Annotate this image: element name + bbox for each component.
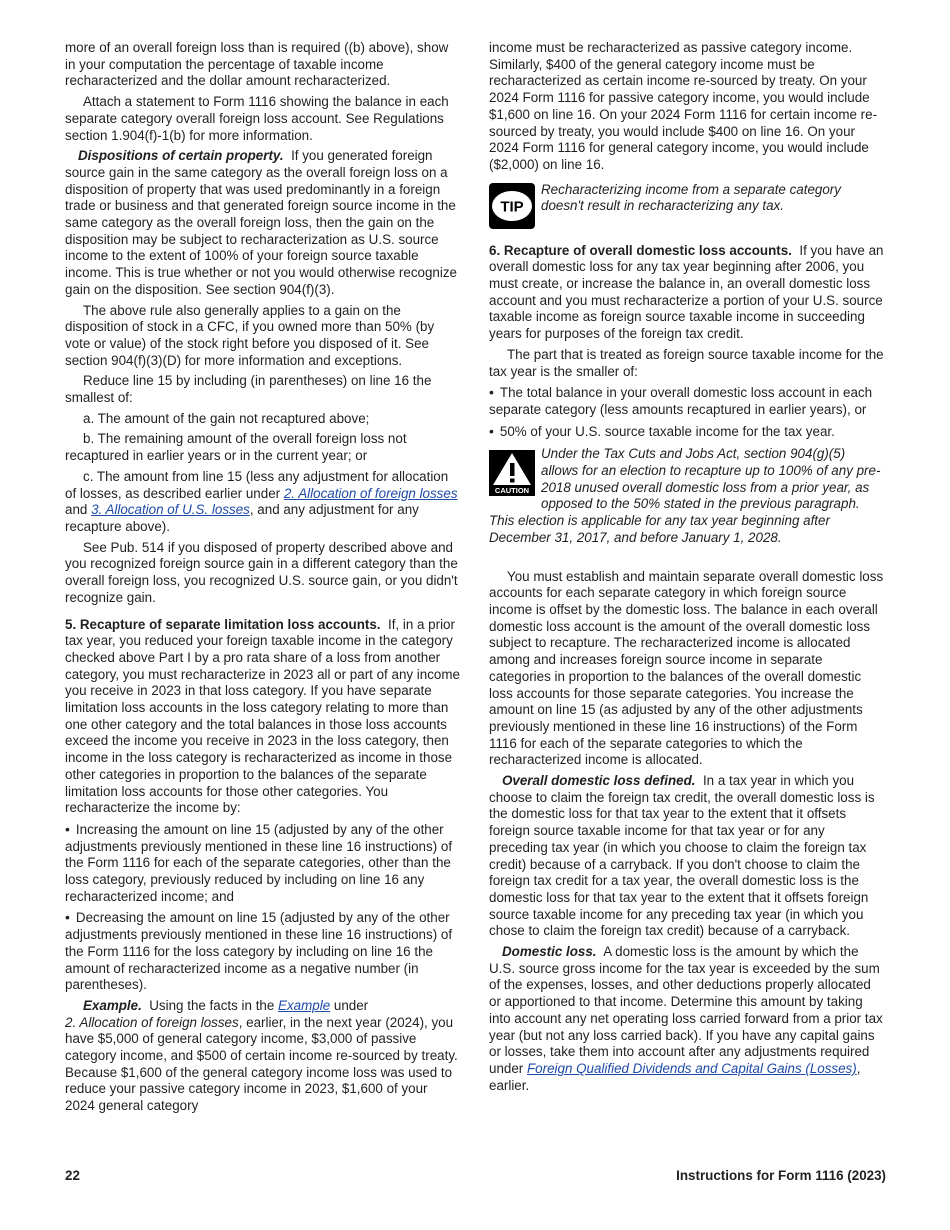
- section-5: [65, 617, 461, 817]
- right-column: [489, 40, 886, 1098]
- item-c-text: c. The amount from line 15 (less any adjustment for allocation of losses, as described earlier under: [65, 468, 449, 501]
- example-ref: 2. Allocation of foreign losses: [65, 1014, 239, 1030]
- example-text: Using the facts in the: [149, 997, 275, 1013]
- bullet-text: Increasing the amount on line 15 (adjusted by any of the other adjustments previously mentioned in these line 16 instructions) of the Form 1116 for each of the separate categories, other than the loss category, previously reduced by including on line 16 any recharacterized income; and: [65, 821, 453, 904]
- paragraph: Attach a statement to Form 1116 showing the balance in each separate category overall foreign loss account. See Regulations section 1.904(f)-1(b) for more information.: [65, 94, 449, 143]
- item-c-end: , and any adjustment for any recapture above).: [65, 502, 419, 534]
- page-number: 22: [65, 1168, 80, 1183]
- dispositions-text: If you generated foreign source gain in the same category as the overall foreign loss on a disposition of property that was used predominantly in a foreign trade or business and that generated foreign source income in the same category as the overall foreign loss, then the gain on the disposition may be subject to recharacterization as U.S. source income to the extent of 100% of your foreign source taxable income. This is true whether or not you would otherwise recognize gain on the disposition. See section 904(f)(3).: [65, 148, 457, 297]
- bullet-icon: •: [65, 820, 70, 837]
- tip-label: TIP: [500, 198, 524, 216]
- paragraph: You must establish and maintain separate overall domestic loss accounts for each separate category in which foreign source income is offset by the domestic loss. The balance in each overall domestic loss account is the amount of the overall domestic loss subject to recapture. The recharacterized income is allocated among and increases foreign source income in separate categories in proportion to the balances of the overall domestic loss accounts for those separate categories. You increase the amount on line 15 (as adjusted by any of the other adjustments previously mentioned in these line 16 instructions) of the Form 1116 for each of the separate categories to which the recharacterized income is allocated.: [489, 568, 884, 768]
- example-text: under: [333, 997, 369, 1013]
- example-paragraph: [65, 998, 461, 1115]
- caution-label: CAUTION: [494, 486, 530, 496]
- list-item-a: a. The amount of the gain not recaptured above;: [83, 410, 370, 426]
- bullet-text: Decreasing the amount on line 15 (adjusted by any of the other adjustments previously mentioned in these line 16 instructions) of the Form 1116 for the loss category by including on line 16 the amount of recharacterized income as a negative number (in parentheses).: [65, 910, 453, 993]
- odl-text: In a tax year in which you choose to claim the foreign tax credit, the overall domestic loss is the domestic loss for that tax year to the extent that it offsets foreign source taxable income for that tax year or for any preceding tax year (in which you choose to claim the foreign tax credit) because of a carryback. If you don't choose to claim the foreign tax credit for a tax year, the overall domestic loss is the domestic loss for that tax year to the extent that it offsets foreign source taxable income for any preceding tax year (in which you chose to claim the foreign tax credit) because of a carryback.: [489, 773, 875, 939]
- odl-heading: Overall domestic loss defined.: [502, 773, 696, 789]
- foreign-qualified-dividends-link[interactable]: Foreign Qualified Dividends and Capital Gains (Losses): [526, 1060, 857, 1076]
- list-item-c: [65, 469, 461, 536]
- paragraph: more of an overall foreign loss than is required ((b) above), show in your computation the percentage of taxable income recharacterized and the dollar amount recharacterized.: [65, 40, 449, 89]
- dl-end: , earlier.: [489, 1060, 861, 1093]
- paragraph: Reduce line 15 by including (in parentheses) on line 16 the smallest of:: [65, 373, 432, 406]
- dl-text: A domestic loss is the amount by which the U.S. source gross income for the tax year is exceeded by the sum of the expenses, losses, and other deductions properly allocated or apportioned to that income. Determine this amount by taking into account any net operating loss carried forward from a prior tax year (but not any loss carried back). If you have any capital gains or losses, take them into account after any adjustments required under: [489, 944, 883, 1076]
- example-text: , earlier, in the next year (2024), you have $5,000 of general category income, $3,000 of passive category income, and $500 of certain income re-sourced by treaty. Because $1,600 of the general category income loss was used to reduce your passive category income in 2023, $1,600 of your 2024 general category: [65, 1014, 458, 1114]
- paragraph: The above rule also generally applies to a gain on the disposition of stock in a CFC, if you owned more than 50% (by vote or value) of the stock right before you disposed of it. See section 904(f)(3)(D) for more information and exceptions.: [65, 302, 435, 368]
- section-6-heading: 6. Recapture of overall domestic loss accounts.: [489, 242, 792, 258]
- paragraph-dl: [489, 944, 886, 1094]
- section-6-text: If you have an overall domestic loss for any tax year beginning after 2006, you must create, or increase the balance in, an overall domestic loss account and you must recharacterize a portion of your U.S. source taxable income as foreign source taxable income in succeeding years for purposes of the foreign tax credit.: [489, 242, 884, 342]
- list-item: [489, 423, 886, 441]
- example-link[interactable]: Example: [278, 997, 331, 1013]
- section-5-heading: 5. Recapture of separate limitation loss accounts.: [65, 616, 381, 632]
- left-column: [65, 40, 461, 1119]
- section-5-text: If, in a prior tax year, you reduced your foreign taxable income in the category checked above Part I by a pro rata share of a loss from another category, you must recharacterize in 2023 all or part of any income you receive in 2023 in that loss category. If you have separate limitation loss accounts in the loss category relating to more than one other category and the total balances in those loss accounts exceed the income you receive in 2023 in the loss category, then income in the loss category is recharacterized as income in those other categories in proportion to the balances of the separate limitation loss accounts for those other categories. You recharacterize the income by:: [65, 616, 460, 816]
- list-item: [489, 384, 886, 418]
- caution-icon: [489, 450, 535, 496]
- bullet-icon: •: [489, 384, 494, 401]
- paragraph: income must be recharacterized as passive category income. Similarly, $400 of the general category income must be recharacterized as certain income re-sourced by treaty. On your 2024 Form 1116 for passive category income, you would include $1,600 on line 16. On your 2024 Form 1116 for certain income re-sourced by treaty, you would include $400 on line 16. On your 2024 Form 1116 for general category income, you would include ($2,000) on line 16.: [489, 40, 878, 172]
- example-heading: Example.: [83, 997, 142, 1013]
- form-title: Instructions for Form 1116 (2023): [676, 1168, 886, 1183]
- paragraph: The part that is treated as foreign source taxable income for the tax year is the smaller of:: [489, 346, 884, 379]
- list-item-b: b. The remaining amount of the overall foreign loss not recaptured in earlier years or in the current year; or: [65, 431, 407, 464]
- item-c-and: and: [65, 502, 88, 518]
- list-item: [65, 909, 461, 994]
- allocation-us-losses-link[interactable]: 3. Allocation of U.S. losses: [91, 502, 250, 518]
- tip-icon: [489, 183, 535, 229]
- list-item: [65, 821, 461, 906]
- bullet-text: The total balance in your overall domestic loss account in each separate category (less amounts recaptured in earlier years), or: [489, 385, 873, 417]
- bullet-icon: •: [65, 909, 70, 926]
- paragraph-dispositions: [65, 148, 461, 298]
- paragraph-odl: [489, 773, 886, 940]
- paragraph: See Pub. 514 if you disposed of property described above and you recognized foreign source gain in a different category than the overall foreign loss, you recognized U.S. source gain, or you didn't recognize gain.: [65, 539, 458, 605]
- tip-note: [489, 182, 886, 229]
- dispositions-heading: Dispositions of certain property.: [78, 148, 284, 164]
- dl-heading: Domestic loss.: [502, 944, 597, 960]
- bullet-icon: •: [489, 422, 494, 439]
- tip-text: Recharacterizing income from a separate category doesn't result in recharacterizing any tax.: [541, 181, 841, 214]
- allocation-foreign-losses-link[interactable]: 2. Allocation of foreign losses: [283, 485, 458, 501]
- bullet-text: 50% of your U.S. source taxable income for the tax year.: [499, 423, 835, 439]
- section-6: [489, 243, 886, 343]
- caution-note: [489, 446, 886, 546]
- caution-text: Under the Tax Cuts and Jobs Act, section 904(g)(5) allows for an election to recapture up to 100% of any pre-2018 unused overall domestic loss from a prior year, as opposed to the 50% stated in the previous paragraph. This election is applicable for any tax year beginning after December 31, 2017, and before January 1, 2028.: [489, 446, 881, 545]
